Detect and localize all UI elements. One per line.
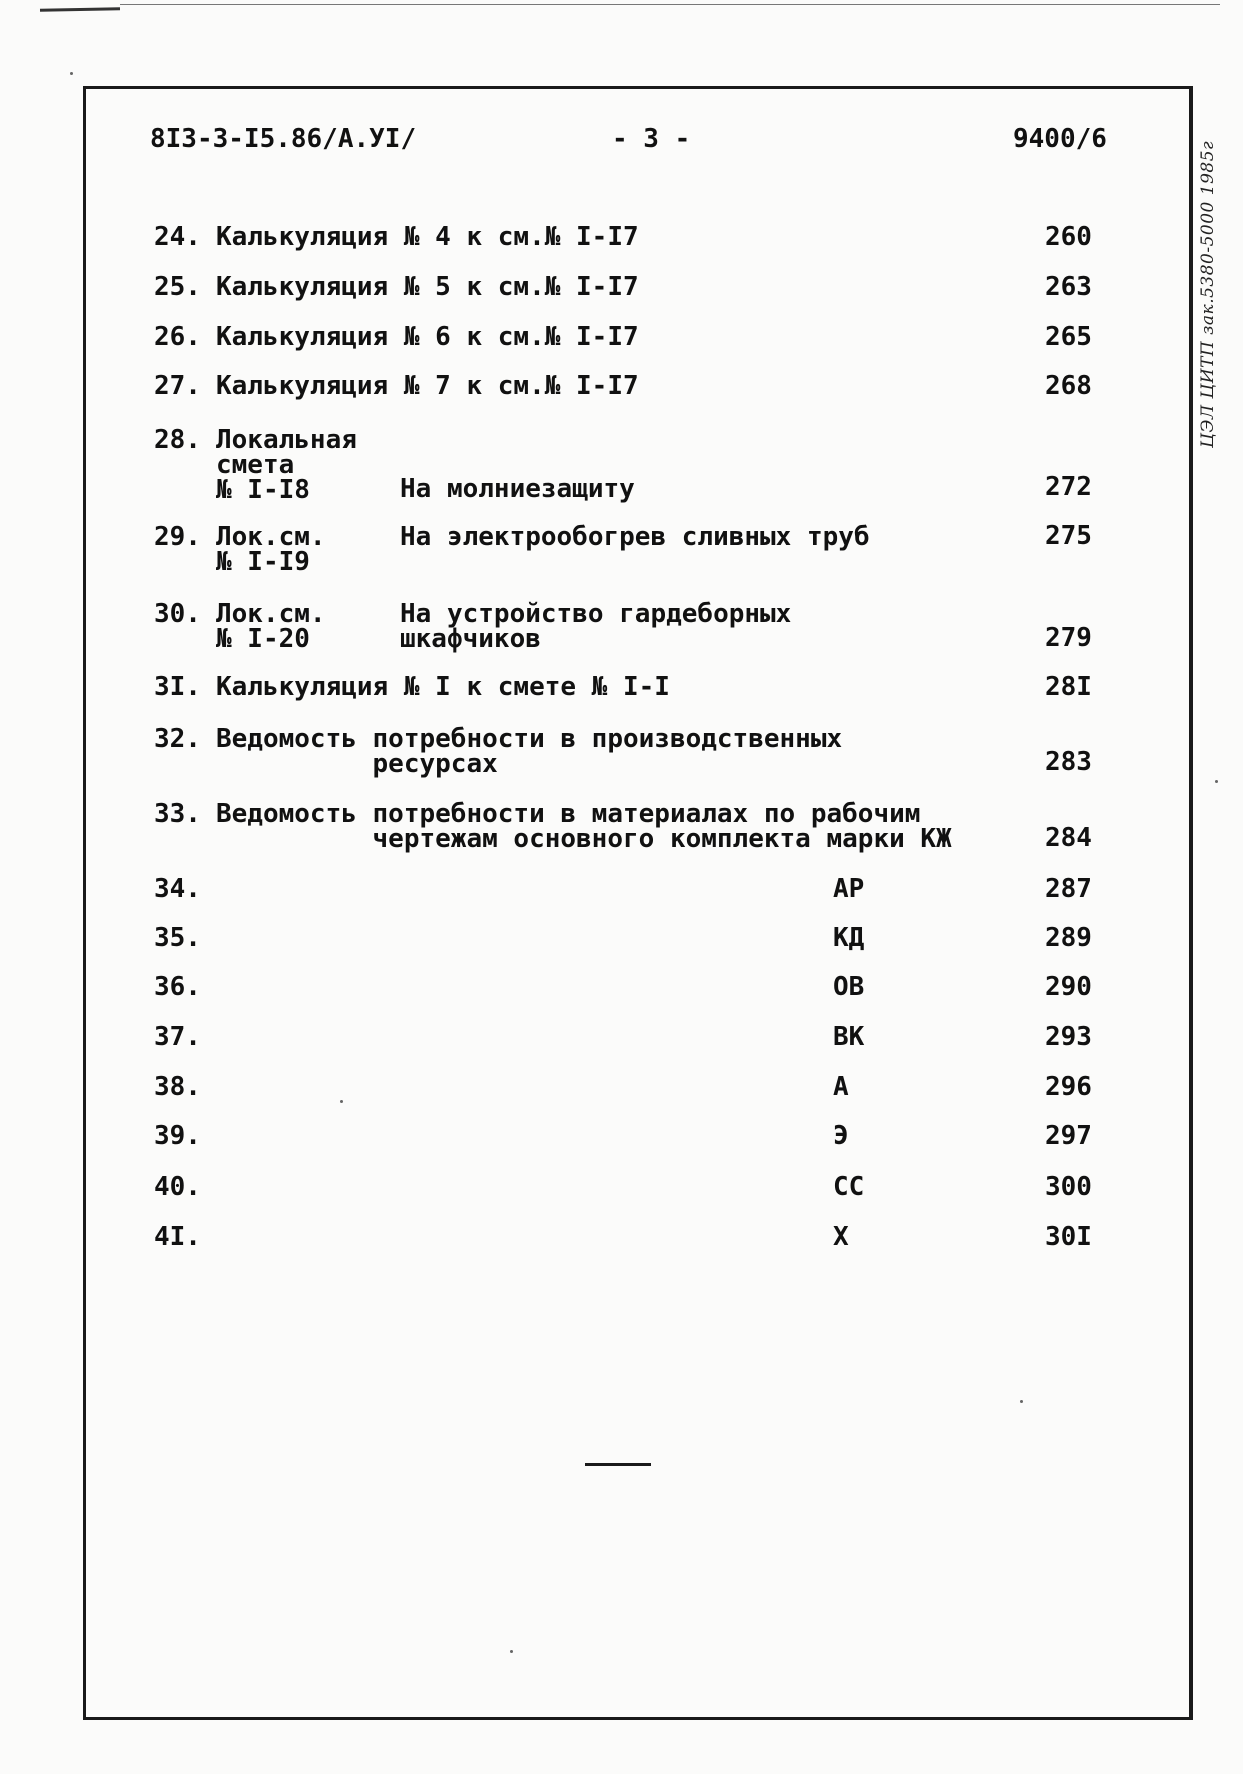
row-name: Калькуляция № 6 к см.№ I-I7 <box>216 322 639 352</box>
row-mark: ВК <box>833 1022 865 1052</box>
row-number: 34. <box>154 874 201 904</box>
row-number: 38. <box>154 1072 201 1102</box>
row-page: 263 <box>1045 272 1092 302</box>
end-divider <box>585 1463 651 1466</box>
row-mark: Х <box>833 1222 849 1252</box>
row-number: 32. <box>154 724 201 754</box>
document-code: 8I3-3-I5.86/A.УI/ <box>150 124 417 154</box>
row-number: 40. <box>154 1172 201 1202</box>
row-number: 24. <box>154 222 201 252</box>
row-number: 35. <box>154 923 201 953</box>
row-description: На электрообогрев сливных труб <box>400 522 870 552</box>
row-number: 27. <box>154 371 201 401</box>
row-page: 284 <box>1045 823 1092 853</box>
row-name: Калькуляция № 5 к см.№ I-I7 <box>216 272 639 302</box>
scan-speck <box>70 72 73 75</box>
row-mark: КД <box>833 923 865 953</box>
row-number: 26. <box>154 322 201 352</box>
row-mark: АР <box>833 874 865 904</box>
row-page: 268 <box>1045 371 1092 401</box>
row-page: 30I <box>1045 1222 1092 1252</box>
row-page: 265 <box>1045 322 1092 352</box>
row-mark: А <box>833 1072 849 1102</box>
page-marker: - 3 - <box>612 124 691 154</box>
row-page: 293 <box>1045 1022 1092 1052</box>
row-name: Лок.см. № I-20 <box>216 599 326 654</box>
scan-edge-mark <box>40 7 120 11</box>
row-mark: СС <box>833 1172 865 1202</box>
row-description: На молниезащиту <box>400 474 635 504</box>
row-description: На устройство гардеборных шкафчиков <box>400 599 792 654</box>
row-name: Ведомость потребности в материалах по рабочим чертежам основного комплекта марки КЖ <box>216 799 952 854</box>
document-number: 9400/6 <box>1013 124 1107 154</box>
row-number: 4I. <box>154 1222 201 1252</box>
row-name: Калькуляция № 7 к см.№ I-I7 <box>216 371 639 401</box>
row-number: 36. <box>154 972 201 1002</box>
row-page: 283 <box>1045 747 1092 777</box>
scan-edge-line <box>120 4 1220 5</box>
scan-speck <box>1215 780 1218 783</box>
row-page: 290 <box>1045 972 1092 1002</box>
row-page: 297 <box>1045 1121 1092 1151</box>
row-name: Ведомость потребности в производственных ресурсах <box>216 724 843 779</box>
row-name: Лок.см. № I-I9 <box>216 522 326 577</box>
row-page: 275 <box>1045 521 1092 551</box>
row-number: 30. <box>154 599 201 629</box>
scan-speck <box>340 1100 343 1103</box>
scan-speck <box>1020 1400 1023 1403</box>
row-number: 33. <box>154 799 201 829</box>
side-stamp: ЦЭЛ ЦИТП зак.5380-5000 1985г <box>1198 140 1218 448</box>
row-name: Локальная смета № I-I8 <box>216 425 357 505</box>
row-page: 296 <box>1045 1072 1092 1102</box>
row-page: 279 <box>1045 623 1092 653</box>
row-number: 28. <box>154 425 201 455</box>
row-page: 300 <box>1045 1172 1092 1202</box>
row-number: 3I. <box>154 672 201 702</box>
row-name: Калькуляция № 4 к см.№ I-I7 <box>216 222 639 252</box>
row-page: 287 <box>1045 874 1092 904</box>
row-page: 260 <box>1045 222 1092 252</box>
row-number: 29. <box>154 522 201 552</box>
row-number: 39. <box>154 1121 201 1151</box>
row-page: 289 <box>1045 923 1092 953</box>
row-number: 25. <box>154 272 201 302</box>
row-number: 37. <box>154 1022 201 1052</box>
row-mark: Э <box>833 1121 849 1151</box>
row-page: 272 <box>1045 472 1092 502</box>
row-name: Калькуляция № I к смете № I-I <box>216 672 670 702</box>
scan-speck <box>510 1650 513 1653</box>
row-page: 28I <box>1045 672 1092 702</box>
row-mark: ОВ <box>833 972 865 1002</box>
